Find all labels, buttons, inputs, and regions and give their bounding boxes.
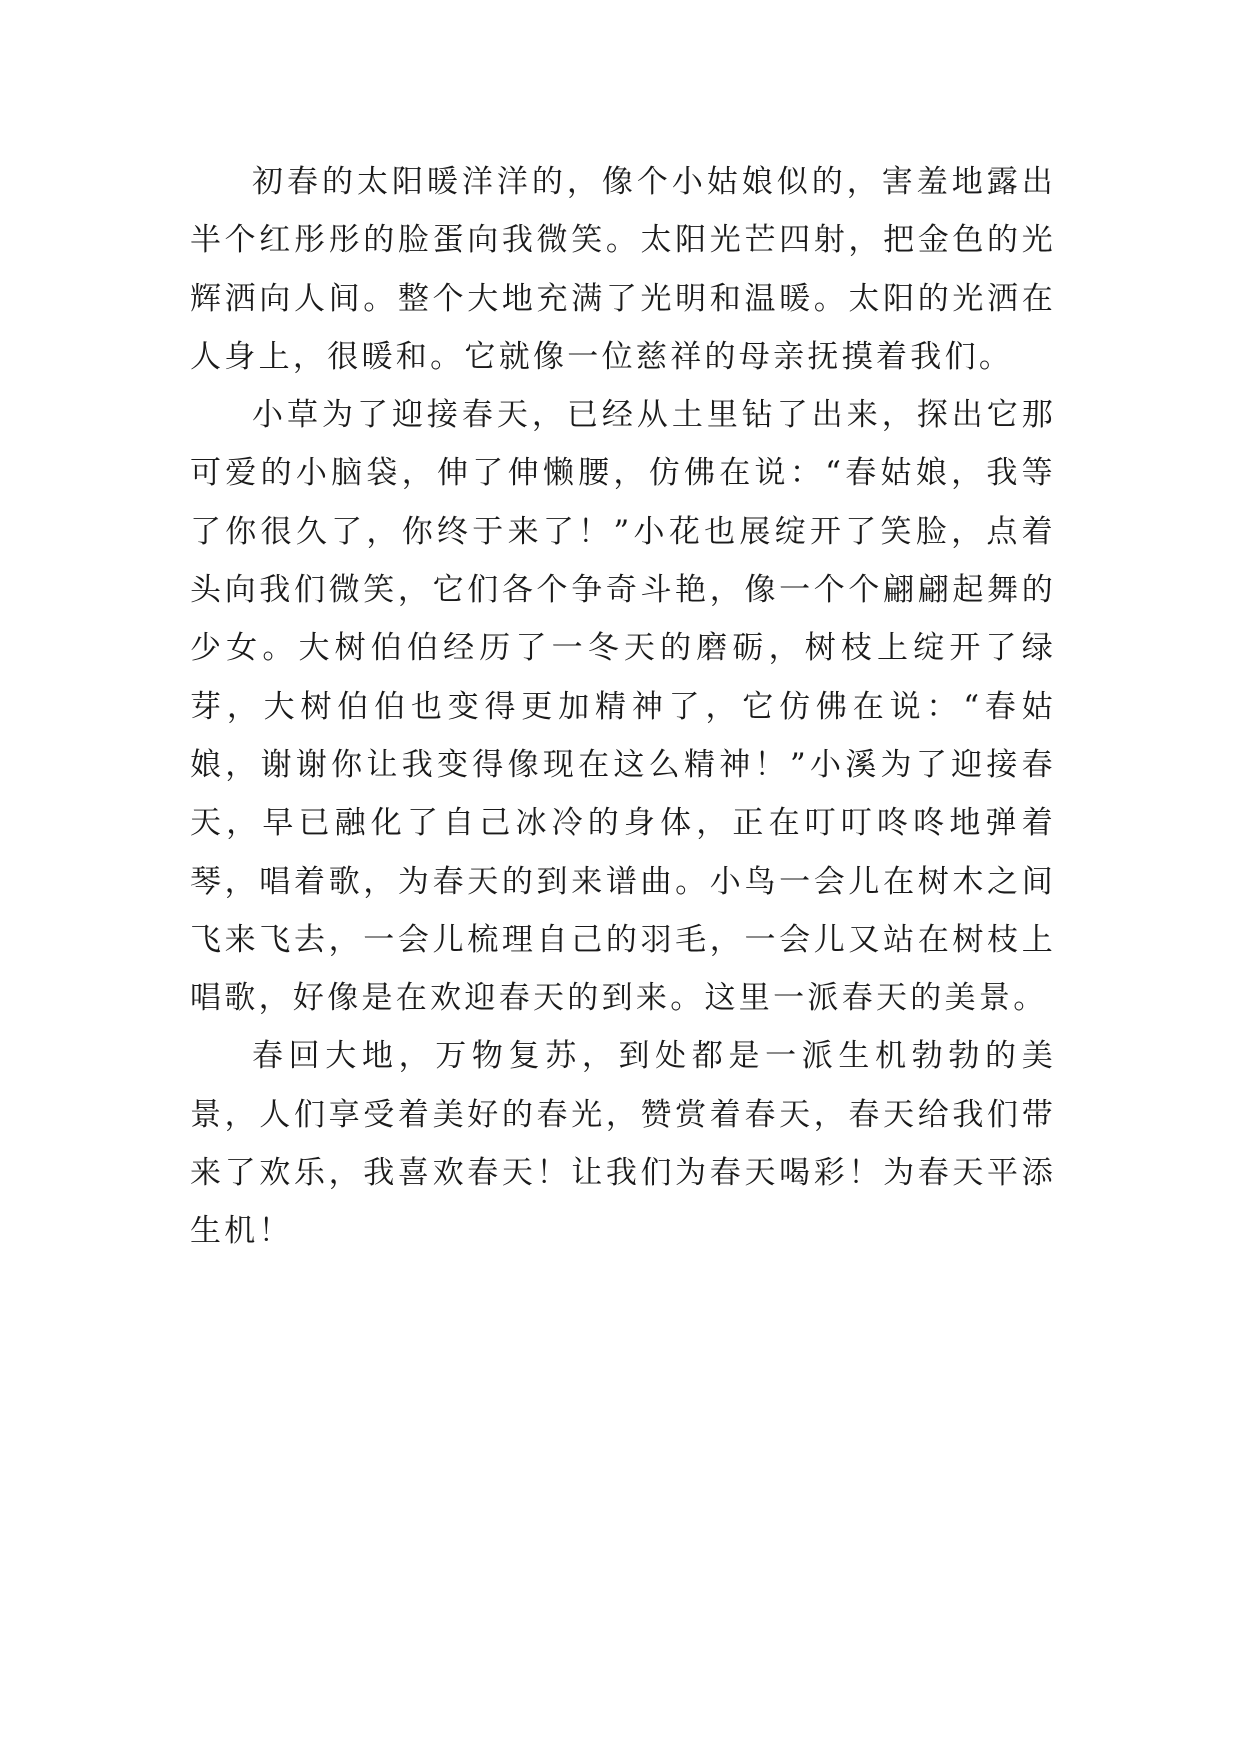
document-body (190, 153, 1056, 1261)
paragraph-spring-scene: 小草为了迎接春天，已经从土里钻了出来，探出它那可爱的小脑袋，伸了伸懒腰，仿佛在说：“春姑娘，我等了你很久了，你终于来了！”小花也展绽开了笑脸，点着头向我们微笑，它们各个争奇斗艳，像一个个翩翩起舞的少女。大树伯伯经历了一冬天的磨砺，树枝上绽开了绿芽，大树伯伯也变得更加精神了，它仿佛在说：“春姑娘，谢谢你让我变得像现在这么精神！”小溪为了迎接春天，早已融化了自己冰冷的身体，正在叮叮咚咚地弹着琴，唱着歌，为春天的到来谱曲。小鸟一会儿在树木之间飞来飞去，一会儿梳理自己的羽毛，一会儿又站在树枝上唱歌，好像是在欢迎春天的到来。这里一派春天的美景。 (190, 397, 1056, 1017)
paragraph-conclusion: 春回大地，万物复苏，到处都是一派生机勃勃的美景，人们享受着美好的春光，赞赏着春天，春天给我们带来了欢乐，我喜欢春天！让我们为春天喝彩！为春天平添生机！ (190, 1038, 1056, 1250)
paragraph-sun: 初春的太阳暖洋洋的，像个小姑娘似的，害羞地露出半个红彤彤的脸蛋向我微笑。太阳光芒四射，把金色的光辉洒向人间。整个大地充满了光明和温暖。太阳的光洒在人身上，很暖和。它就像一位慈祥的母亲抚摸着我们。 (190, 164, 1056, 375)
